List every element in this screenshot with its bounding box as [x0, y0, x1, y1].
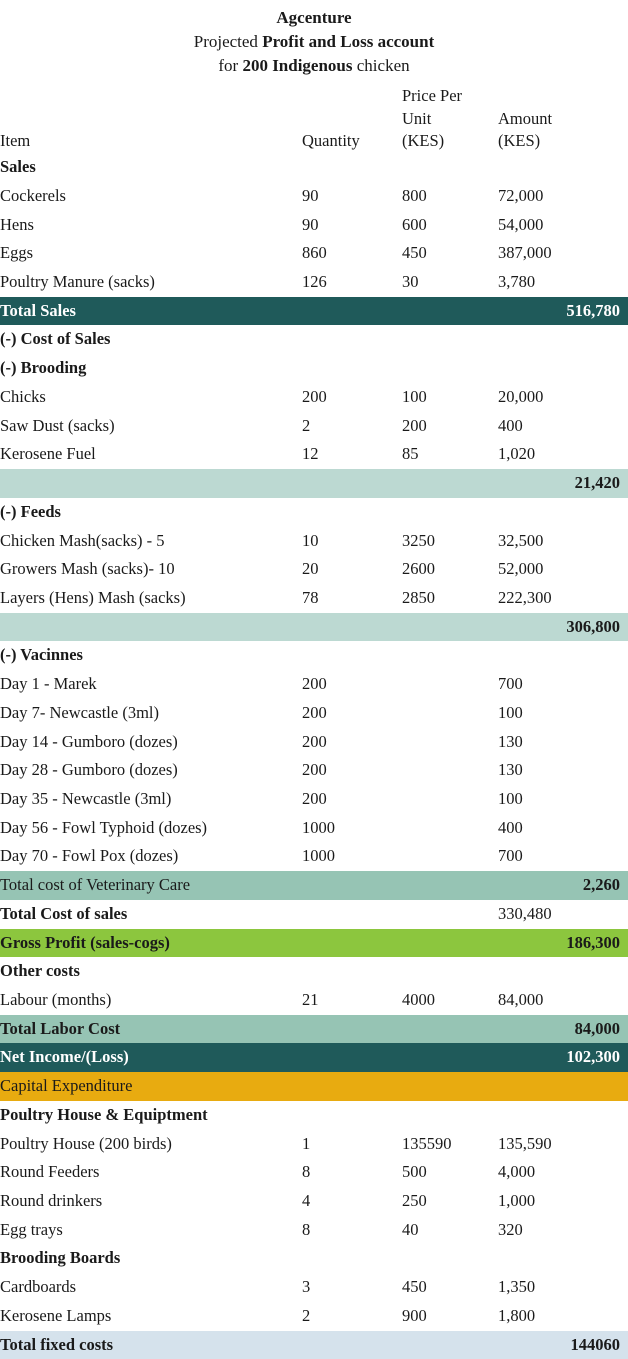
title-prefix: Projected: [193, 32, 263, 52]
cell-amount: [498, 1101, 628, 1130]
cell-unit-price: [402, 814, 498, 843]
cell-unit-price: [402, 1072, 498, 1101]
cell-unit-price: [402, 1015, 498, 1044]
cell-item: (-) Cost of Sales: [0, 329, 111, 349]
cell-item: Day 28 - Gumboro (dozes): [0, 760, 178, 780]
cell-quantity: 90: [302, 185, 319, 205]
table-row: [0, 728, 628, 757]
cell-amount: 3,780: [498, 272, 536, 292]
table-row: [0, 613, 628, 642]
cell-amount: [498, 354, 628, 383]
cell-quantity: 126: [302, 272, 327, 292]
table-row: [0, 1187, 628, 1216]
cell-item: Poultry House & Equiptment: [0, 1104, 208, 1124]
cell-item: Capital Expenditure: [0, 1072, 302, 1101]
cell-amount: 4,000: [498, 1162, 536, 1182]
cell-amount: 1,800: [498, 1305, 536, 1325]
cell-unit-price: [402, 1244, 498, 1273]
document-title-block: [0, 0, 628, 78]
cell-item: [0, 613, 302, 642]
cell-item: Other costs: [0, 961, 80, 981]
cell-quantity: [302, 957, 402, 986]
table-row: [0, 1101, 628, 1130]
cell-amount: 52,000: [498, 559, 544, 579]
cell-unit-price: [402, 900, 498, 929]
cell-quantity: [302, 613, 402, 642]
cell-quantity: 8: [302, 1219, 311, 1239]
cell-amount: 130: [498, 760, 523, 780]
cell-item: Growers Mash (sacks)- 10: [0, 559, 175, 579]
table-row: [0, 1130, 628, 1159]
cell-unit-price: 900: [402, 1305, 427, 1325]
cell-unit-price: 250: [402, 1191, 427, 1211]
cell-quantity: [302, 354, 402, 383]
cell-unit-price: 3250: [402, 530, 435, 550]
table-row: [0, 842, 628, 871]
table-row: [0, 182, 628, 211]
cell-amount: 700: [498, 674, 523, 694]
table-row: [0, 1158, 628, 1187]
cell-quantity: [302, 325, 402, 354]
cell-item: (-) Brooding: [0, 358, 87, 378]
cell-unit-price: 450: [402, 1277, 427, 1297]
table-row: [0, 814, 628, 843]
header-price-line2: Unit: [402, 108, 432, 128]
cell-quantity: [302, 1101, 402, 1130]
cell-amount: 400: [498, 817, 523, 837]
cell-quantity: [302, 871, 402, 900]
cell-amount: 84,000: [498, 1015, 628, 1044]
cell-unit-price: [402, 325, 498, 354]
subtitle-strong: 200 Indigenous: [242, 56, 353, 76]
cell-unit-price: 40: [402, 1219, 419, 1239]
cell-unit-price: 2600: [402, 559, 435, 579]
cell-quantity: [302, 1015, 402, 1044]
cell-unit-price: [402, 1043, 498, 1072]
cell-unit-price: 30: [402, 272, 419, 292]
cell-item: [0, 469, 302, 498]
cell-unit-price: [402, 354, 498, 383]
cell-quantity: 200: [302, 674, 327, 694]
cell-amount: 100: [498, 788, 523, 808]
cell-amount: 84,000: [498, 990, 544, 1010]
table-row: [0, 354, 628, 383]
cell-item: Cockerels: [0, 185, 66, 205]
cell-item: Day 56 - Fowl Typhoid (dozes): [0, 817, 208, 837]
table-row: [0, 1244, 628, 1273]
cell-item: Day 70 - Fowl Pox (dozes): [0, 846, 179, 866]
cell-quantity: 2: [302, 1305, 311, 1325]
cell-unit-price: [402, 929, 498, 958]
cell-item: (-) Feeds: [0, 501, 61, 521]
cell-item: Poultry Manure (sacks): [0, 272, 155, 292]
title-strong: Profit and Loss account: [262, 32, 435, 52]
cell-amount: [498, 325, 628, 354]
cell-amount: [498, 153, 628, 182]
table-row: [0, 268, 628, 297]
cell-unit-price: 135590: [402, 1133, 452, 1153]
table-row: [0, 871, 628, 900]
table-row: [0, 153, 628, 182]
header-amount-line2: (KES): [498, 130, 541, 150]
cell-quantity: 200: [302, 731, 327, 751]
cell-amount: 20,000: [498, 386, 544, 406]
header-price-line3: (KES): [402, 130, 445, 150]
cell-unit-price: [402, 498, 498, 527]
cell-unit-price: [402, 613, 498, 642]
cell-amount: [498, 498, 628, 527]
cell-item: Total cost of Veterinary Care: [0, 871, 302, 900]
cell-unit-price: 2850: [402, 587, 435, 607]
cell-quantity: 8: [302, 1162, 311, 1182]
cell-quantity: 1000: [302, 817, 335, 837]
cell-item: (-) Vacinnes: [0, 645, 83, 665]
cell-unit-price: [402, 469, 498, 498]
header-item: Item: [0, 130, 31, 150]
cell-quantity: [302, 929, 402, 958]
cell-item: Total Cost of sales: [0, 903, 128, 923]
table-row: [0, 1216, 628, 1245]
table-row: [0, 1302, 628, 1331]
cell-amount: 306,800: [498, 613, 628, 642]
cell-item: Round Feeders: [0, 1162, 100, 1182]
cell-amount: 320: [498, 1219, 523, 1239]
table-row: [0, 1072, 628, 1101]
cell-unit-price: [402, 728, 498, 757]
cell-unit-price: 100: [402, 386, 427, 406]
cell-item: Net Income/(Loss): [0, 1043, 302, 1072]
cell-unit-price: [402, 957, 498, 986]
cell-item: Hens: [0, 214, 34, 234]
cell-unit-price: [402, 785, 498, 814]
cell-quantity: [302, 900, 402, 929]
cell-item: Gross Profit (sales-cogs): [0, 929, 302, 958]
table-row: [0, 900, 628, 929]
cell-amount: 102,300: [498, 1043, 628, 1072]
cell-quantity: [302, 469, 402, 498]
table-row: [0, 929, 628, 958]
subtitle-suffix: chicken: [352, 56, 410, 76]
cell-quantity: [302, 153, 402, 182]
cell-quantity: 21: [302, 990, 319, 1010]
cell-item: Total Labor Cost: [0, 1015, 302, 1044]
cell-unit-price: 200: [402, 415, 427, 435]
cell-quantity: 1: [302, 1133, 311, 1153]
cell-quantity: 20: [302, 559, 319, 579]
document-title: [0, 30, 628, 54]
cell-quantity: 90: [302, 214, 319, 234]
header-amount: [498, 84, 628, 153]
cell-quantity: 10: [302, 530, 319, 550]
table-row: [0, 297, 628, 326]
cell-quantity: 3: [302, 1277, 311, 1297]
header-price-line1: Price Per: [402, 86, 463, 106]
cell-amount: 100: [498, 702, 523, 722]
table-row: [0, 527, 628, 556]
cell-item: Total fixed costs: [0, 1331, 302, 1359]
cell-amount: [498, 1244, 628, 1273]
cell-item: Labour (months): [0, 990, 112, 1010]
table-row: [0, 498, 628, 527]
cell-item: Day 1 - Marek: [0, 674, 97, 694]
header-quantity-line1: Quantity: [302, 130, 360, 150]
cell-unit-price: [402, 1101, 498, 1130]
cell-item: Chicken Mash(sacks) - 5: [0, 530, 165, 550]
cell-item: Layers (Hens) Mash (sacks): [0, 587, 186, 607]
cell-amount: 21,420: [498, 469, 628, 498]
table-row: [0, 699, 628, 728]
cell-quantity: [302, 641, 402, 670]
cell-item: Kerosene Lamps: [0, 1305, 112, 1325]
cell-item: Eggs: [0, 243, 33, 263]
cell-unit-price: 85: [402, 444, 419, 464]
table-row: [0, 383, 628, 412]
cell-amount: 1,020: [498, 444, 536, 464]
cell-quantity: 200: [302, 386, 327, 406]
cell-unit-price: 4000: [402, 990, 435, 1010]
table-row: [0, 641, 628, 670]
cell-amount: 222,300: [498, 587, 552, 607]
document-subtitle: [0, 54, 628, 78]
cell-quantity: 4: [302, 1191, 311, 1211]
cell-unit-price: [402, 699, 498, 728]
cell-quantity: 200: [302, 702, 327, 722]
cell-item: Brooding Boards: [0, 1248, 121, 1268]
table-row: [0, 239, 628, 268]
cell-item: Poultry House (200 birds): [0, 1133, 172, 1153]
cell-amount: 72,000: [498, 185, 544, 205]
cell-unit-price: 800: [402, 185, 427, 205]
table-row: [0, 957, 628, 986]
cell-item: Kerosene Fuel: [0, 444, 96, 464]
cell-item: Total Sales: [0, 297, 302, 326]
cell-quantity: [302, 1331, 402, 1359]
table-row: [0, 412, 628, 441]
cell-item: Day 14 - Gumboro (dozes): [0, 731, 178, 751]
cell-quantity: 2: [302, 415, 311, 435]
cell-item: Day 35 - Newcastle (3ml): [0, 788, 172, 808]
header-quantity: [302, 84, 402, 153]
table-row: [0, 670, 628, 699]
cell-amount: 330,480: [498, 903, 552, 923]
pl-table-body: [0, 84, 628, 1359]
cell-item: Sales: [0, 157, 36, 177]
cell-quantity: [302, 1043, 402, 1072]
cell-quantity: 1000: [302, 846, 335, 866]
table-row: [0, 1015, 628, 1044]
cell-amount: 387,000: [498, 243, 552, 263]
cell-quantity: 860: [302, 243, 327, 263]
table-row: [0, 1273, 628, 1302]
cell-quantity: [302, 297, 402, 326]
cell-quantity: [302, 1244, 402, 1273]
cell-quantity: 78: [302, 587, 319, 607]
cell-amount: 1,000: [498, 1191, 536, 1211]
header-amount-line1: Amount: [498, 108, 553, 128]
table-row: [0, 469, 628, 498]
table-row: [0, 325, 628, 354]
cell-unit-price: [402, 756, 498, 785]
table-row: [0, 1043, 628, 1072]
cell-quantity: [302, 498, 402, 527]
cell-amount: 1,350: [498, 1277, 536, 1297]
cell-item: Saw Dust (sacks): [0, 415, 115, 435]
table-row: [0, 555, 628, 584]
table-row: [0, 584, 628, 613]
cell-amount: 700: [498, 846, 523, 866]
header-price-per-unit: [402, 84, 498, 153]
cell-amount: 400: [498, 415, 523, 435]
subtitle-prefix: for: [218, 56, 243, 76]
table-row: [0, 1331, 628, 1359]
cell-amount: 130: [498, 731, 523, 751]
cell-quantity: 12: [302, 444, 319, 464]
cell-amount: 144060: [498, 1331, 628, 1359]
cell-item: Chicks: [0, 386, 46, 406]
cell-unit-price: [402, 842, 498, 871]
cell-unit-price: [402, 871, 498, 900]
pl-table: [0, 84, 628, 1359]
cell-unit-price: [402, 670, 498, 699]
cell-quantity: 200: [302, 788, 327, 808]
cell-amount: 186,300: [498, 929, 628, 958]
company-name: Agcenture: [276, 8, 352, 27]
cell-amount: [498, 1072, 628, 1101]
table-row: [0, 211, 628, 240]
cell-unit-price: 600: [402, 214, 427, 234]
cell-amount: [498, 957, 628, 986]
table-header-row: [0, 84, 628, 153]
cell-item: Day 7- Newcastle (3ml): [0, 702, 159, 722]
cell-item: Round drinkers: [0, 1191, 103, 1211]
table-row: [0, 756, 628, 785]
cell-unit-price: 500: [402, 1162, 427, 1182]
cell-amount: [498, 641, 628, 670]
cell-amount: 2,260: [498, 871, 628, 900]
cell-amount: 32,500: [498, 530, 544, 550]
cell-unit-price: [402, 153, 498, 182]
table-row: [0, 440, 628, 469]
table-row: [0, 785, 628, 814]
table-row: [0, 986, 628, 1015]
cell-item: Cardboards: [0, 1277, 77, 1297]
cell-amount: 135,590: [498, 1133, 552, 1153]
cell-unit-price: 450: [402, 243, 427, 263]
cell-unit-price: [402, 641, 498, 670]
cell-quantity: [302, 1072, 402, 1101]
cell-amount: 516,780: [498, 297, 628, 326]
cell-amount: 54,000: [498, 214, 544, 234]
cell-unit-price: [402, 1331, 498, 1359]
cell-quantity: 200: [302, 760, 327, 780]
cell-unit-price: [402, 297, 498, 326]
cell-item: Egg trays: [0, 1219, 63, 1239]
